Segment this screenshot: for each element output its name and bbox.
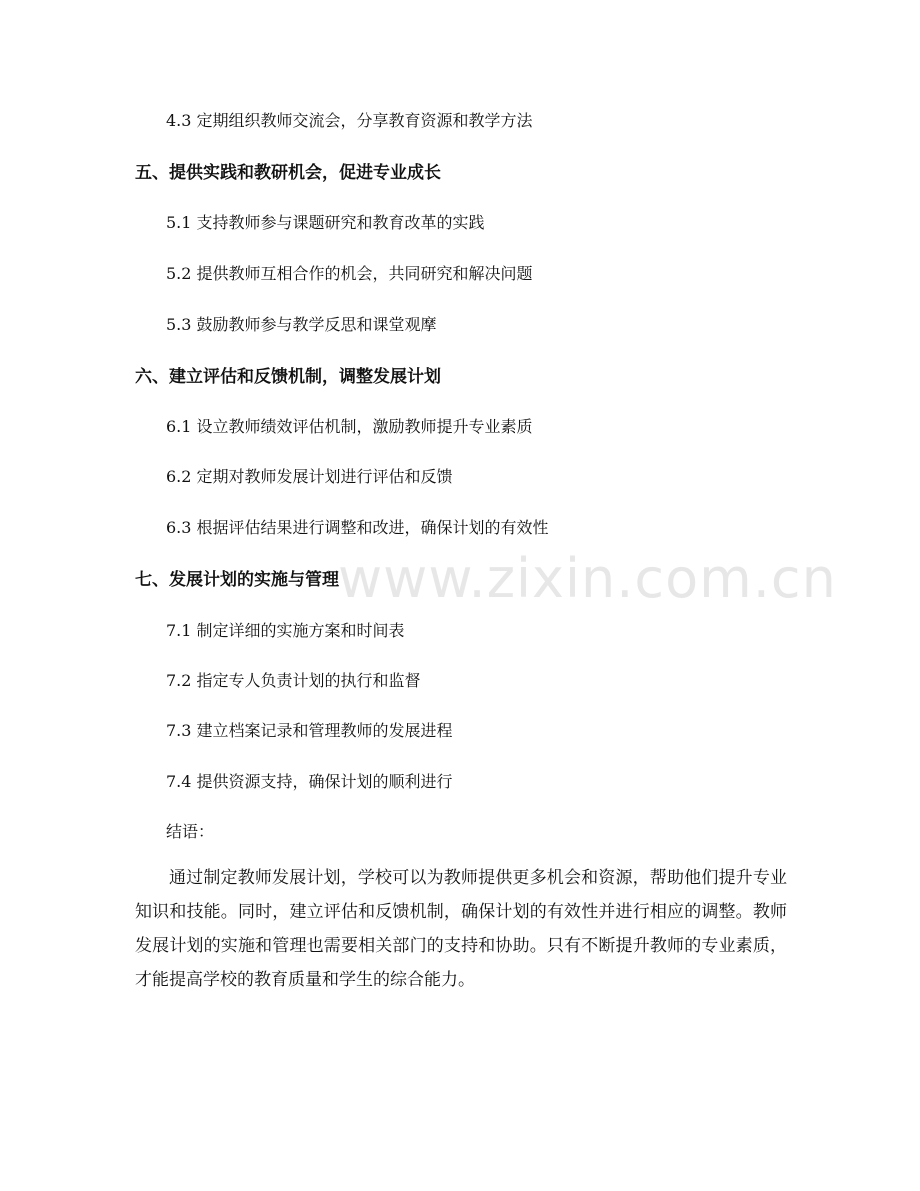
section-heading-7: 七、发展计划的实施与管理 [135, 570, 339, 590]
item-6-2: 6.2 定期对教师发展计划进行评估和反馈 [166, 467, 453, 486]
conclusion-paragraph: 通过制定教师发展计划，学校可以为教师提供更多机会和资源，帮助他们提升专业知识和技能。同时，建立评估和反馈机制，确保计划的有效性并进行相应的调整。教师发展计划的实施和管理也需要相关部门的支持和协助。只有不断提升教师的专业素质，才能提高学校的教育质量和学生的综合能力。 [135, 868, 787, 990]
item-5-3: 5.3 鼓励教师参与教学反思和课堂观摩 [166, 315, 437, 334]
item-5-1: 5.1 支持教师参与课题研究和教育改革的实践 [166, 213, 485, 232]
item-6-1: 6.1 设立教师绩效评估机制，激励教师提升专业素质 [166, 417, 533, 436]
item-6-3: 6.3 根据评估结果进行调整和改进，确保计划的有效性 [166, 518, 549, 537]
section-heading-5: 五、提供实践和教研机会，促进专业成长 [135, 163, 441, 183]
item-7-2: 7.2 指定专人负责计划的执行和监督 [166, 671, 421, 690]
item-7-1: 7.1 制定详细的实施方案和时间表 [166, 621, 405, 640]
item-7-4: 7.4 提供资源支持，确保计划的顺利进行 [166, 772, 453, 791]
conclusion-label: 结语： [166, 822, 215, 841]
watermark-text: www.zixin.com.cn [338, 547, 837, 610]
item-4-3: 4.3 定期组织教师交流会，分享教育资源和教学方法 [166, 111, 533, 130]
section-heading-6: 六、建立评估和反馈机制，调整发展计划 [135, 367, 441, 387]
item-7-3: 7.3 建立档案记录和管理教师的发展进程 [166, 721, 453, 740]
item-5-2: 5.2 提供教师互相合作的机会，共同研究和解决问题 [166, 264, 533, 283]
